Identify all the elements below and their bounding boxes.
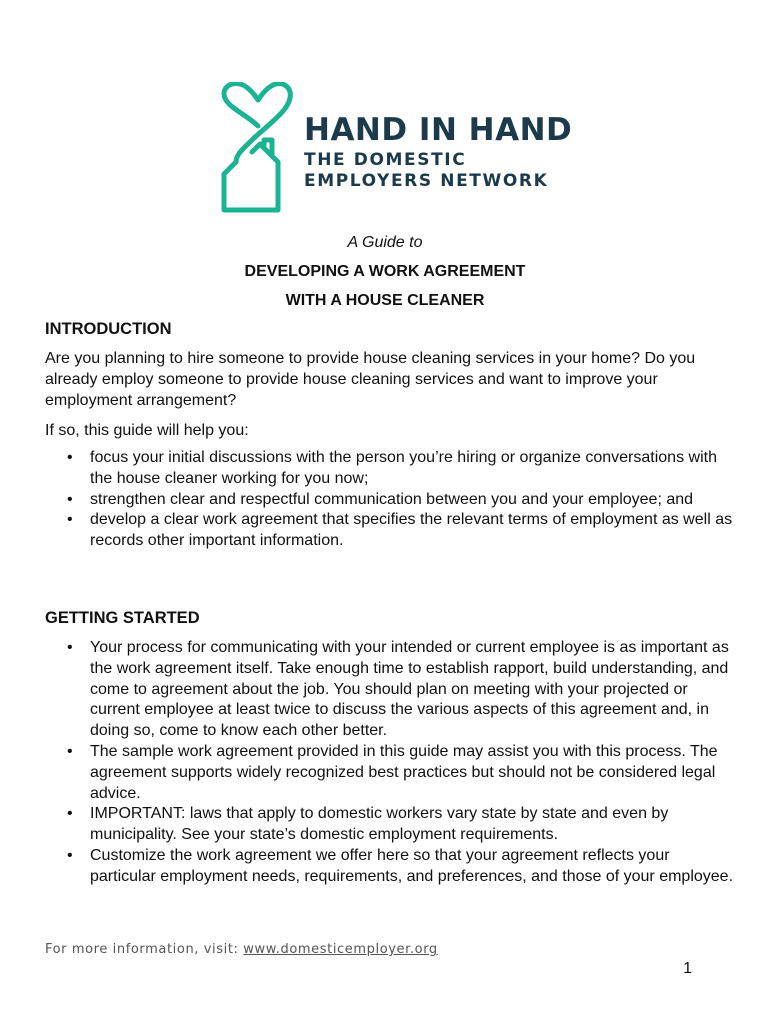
list-item: [45, 448, 735, 490]
bullet-icon: •: [67, 805, 73, 823]
getting-started-bullet-list: [45, 638, 735, 888]
list-item-text: Your process for communicating with your intended or current employee is as important as the work agreement itself. Take enough time to establish rapport, build understanding, and come to agreement about the job. You should plan on meeting with your projected or current employee at least twice to discuss the various aspects of this agreement and, in doing so, come to know each other better.: [90, 639, 729, 740]
list-item-text: develop a clear work agreement that specifies the relevant terms of employment as well as records other important information.: [90, 511, 733, 550]
getting-started-heading: GETTING STARTED: [45, 609, 200, 627]
brand-tagline-line1: THE DOMESTIC: [304, 150, 467, 170]
list-item: [45, 742, 735, 804]
introduction-bullet-list: [45, 448, 735, 552]
list-item-text: IMPORTANT: laws that apply to domestic workers vary state by state and even by municipality. See your state’s domestic employment requirements.: [90, 805, 669, 844]
list-item-text: Customize the work agreement we offer here so that your agreement reflects your particular employment needs, requirements, and preferences, and those of your employee.: [90, 846, 734, 885]
bullet-icon: •: [67, 449, 73, 466]
introduction-heading: INTRODUCTION: [45, 320, 172, 338]
document-title-line1: DEVELOPING A WORK AGREEMENT: [244, 263, 526, 280]
heart-house-icon: [218, 82, 298, 214]
list-item-text: strengthen clear and respectful communication between you and your employee; and: [90, 490, 694, 508]
page-number: 1: [683, 960, 692, 977]
bullet-icon: •: [67, 846, 73, 864]
introduction-paragraph-1: Are you planning to hire someone to provide house cleaning services in your home? Do you already employ someone to provide house cleaning services and want to improve your employment arrangement?: [45, 350, 696, 409]
bullet-icon: •: [67, 511, 73, 529]
list-item: [45, 846, 735, 888]
bullet-icon: •: [67, 639, 73, 656]
list-item: [45, 490, 735, 511]
document-title-line2: WITH A HOUSE CLEANER: [285, 292, 485, 309]
bullet-icon: •: [67, 742, 73, 760]
brand-tagline-line2: EMPLOYERS NETWORK: [304, 171, 549, 191]
list-item-text: The sample work agreement provided in this guide may assist you with this process. The agreement supports widely recognized best practices but should not be considered legal advice.: [90, 742, 718, 802]
website-link[interactable]: www.domesticemployer.org: [243, 942, 438, 957]
guide-intro: A Guide to: [347, 234, 423, 251]
brand-name: HAND IN HAND: [304, 112, 573, 148]
hand-in-hand-logo: [218, 82, 573, 214]
footer-prefix: For more information, visit:: [45, 942, 244, 957]
list-item: [45, 804, 735, 846]
introduction-paragraph-2: If so, this guide will help you:: [45, 422, 249, 439]
list-item: [45, 510, 735, 552]
bullet-icon: •: [67, 490, 73, 508]
list-item-text: focus your initial discussions with the person you’re hiring or organize conversations with the house cleaner working for you now;: [90, 449, 717, 487]
list-item: [45, 638, 735, 742]
footer-note: [45, 942, 438, 957]
